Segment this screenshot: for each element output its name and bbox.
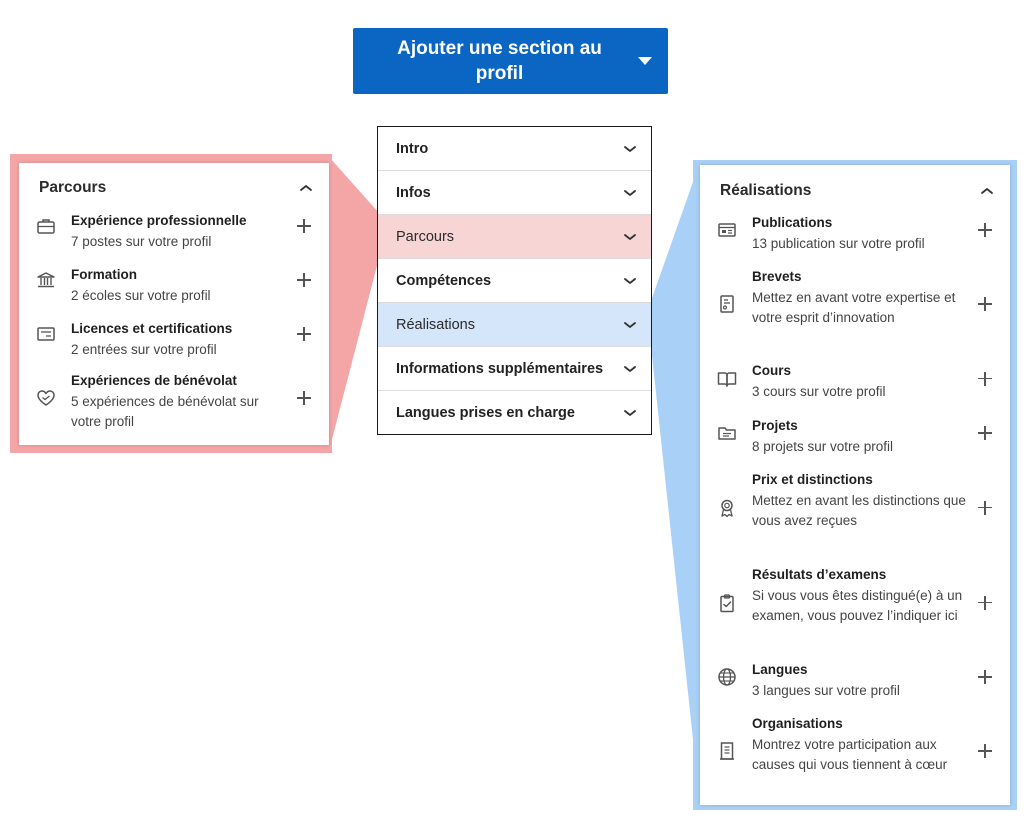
item-title: Projets: [752, 418, 798, 433]
menu-item-label: Intro: [396, 140, 429, 157]
item-title: Brevets: [752, 269, 802, 284]
add-icon[interactable]: [978, 297, 992, 311]
menu-item-label: Langues prises en charge: [396, 405, 575, 421]
chevron-down-icon: [623, 364, 637, 374]
chevron-down-icon: [623, 408, 637, 418]
menu-item-parcours[interactable]: [378, 215, 651, 259]
menu-item-infos[interactable]: [378, 171, 651, 215]
menu-item-langues-prises-en-charge[interactable]: [378, 391, 651, 435]
item-title: Formation: [71, 267, 137, 282]
item-description: 5 expériences de bénévolat sur votre profil: [71, 393, 259, 429]
item-title: Cours: [752, 363, 792, 378]
item-description: Montrez votre participation aux causes qui vous tiennent à cœur: [752, 736, 948, 772]
item-title: Expériences de bénévolat: [71, 373, 237, 388]
chevron-down-icon: [623, 276, 637, 286]
globe-icon: [716, 666, 738, 688]
realisations-panel-title: Réalisations: [720, 182, 812, 199]
realisations-item-examens[interactable]: [700, 555, 1010, 650]
item-title: Expérience professionnelle: [71, 213, 247, 228]
parcours-panel-title: Parcours: [39, 179, 107, 196]
menu-item-label: Infos: [396, 184, 431, 201]
realisations-item-langues[interactable]: [700, 650, 1010, 704]
parcours-connector: [330, 158, 379, 447]
add-profile-section-button[interactable]: [353, 28, 668, 94]
menu-item-informations-supplementaires[interactable]: [378, 347, 651, 391]
chevron-down-icon: [623, 188, 637, 198]
item-description: 3 langues sur votre profil: [752, 682, 900, 698]
item-description: 2 écoles sur votre profil: [71, 287, 211, 303]
item-description: 13 publication sur votre profil: [752, 235, 925, 251]
menu-item-competences[interactable]: [378, 259, 651, 303]
item-title: Publications: [752, 215, 833, 230]
parcours-item-experience[interactable]: [19, 199, 329, 253]
item-title: Résultats d’examens: [752, 567, 887, 582]
item-title: Langues: [752, 662, 808, 677]
add-profile-section-label: Ajouter une section au profil: [397, 38, 602, 84]
patent-icon: [716, 293, 738, 315]
add-icon[interactable]: [297, 273, 311, 287]
school-building-icon: [35, 269, 57, 291]
add-icon[interactable]: [297, 391, 311, 405]
briefcase-icon: [35, 215, 57, 237]
menu-item-label: Informations supplémentaires: [396, 360, 604, 377]
parcours-panel: [19, 163, 329, 445]
item-description: 7 postes sur votre profil: [71, 233, 212, 249]
chevron-up-icon[interactable]: [980, 186, 994, 196]
parcours-item-formation[interactable]: [19, 253, 329, 307]
item-description: 3 cours sur votre profil: [752, 383, 886, 399]
realisations-panel-header[interactable]: [700, 165, 1010, 203]
menu-item-realisations[interactable]: [378, 303, 651, 347]
menu-item-label: Réalisations: [396, 316, 475, 333]
add-icon[interactable]: [297, 219, 311, 233]
item-title: Licences et certifications: [71, 321, 233, 336]
realisations-item-organisations[interactable]: [700, 704, 1010, 798]
parcours-item-benevolat[interactable]: [19, 361, 329, 435]
item-description: 8 projets sur votre profil: [752, 438, 894, 454]
item-title: Prix et distinctions: [752, 472, 873, 487]
parcours-panel-header[interactable]: [19, 163, 329, 199]
add-icon[interactable]: [978, 223, 992, 237]
add-icon[interactable]: [978, 596, 992, 610]
item-description: Mettez en avant votre expertise et votre esprit d’innovation: [752, 289, 956, 325]
realisations-item-brevets[interactable]: [700, 257, 1010, 351]
menu-item-label: Compétences: [396, 272, 492, 289]
add-icon[interactable]: [978, 501, 992, 515]
publication-icon: [716, 219, 738, 241]
menu-item-intro[interactable]: [378, 127, 651, 171]
book-icon: [716, 368, 738, 390]
realisations-item-prix[interactable]: [700, 460, 1010, 555]
chevron-down-icon: [623, 144, 637, 154]
chevron-down-icon: [623, 232, 637, 242]
item-description: 2 entrées sur votre profil: [71, 341, 217, 357]
folder-icon: [716, 422, 738, 444]
add-icon[interactable]: [978, 670, 992, 684]
item-description: Si vous vous êtes distingué(e) à un examen, vous pouvez l’indiquer ici: [752, 587, 963, 623]
award-icon: [716, 497, 738, 519]
parcours-item-licences[interactable]: [19, 307, 329, 361]
realisations-item-cours[interactable]: [700, 351, 1010, 406]
certificate-icon: [35, 323, 57, 345]
add-icon[interactable]: [978, 744, 992, 758]
add-icon[interactable]: [978, 426, 992, 440]
chevron-down-icon: [623, 320, 637, 330]
item-description: Mettez en avant les distinctions que vous avez reçues: [752, 492, 966, 528]
section-menu: [377, 126, 652, 435]
realisations-item-projets[interactable]: [700, 406, 1010, 460]
menu-item-label: Parcours: [396, 228, 455, 245]
chevron-up-icon[interactable]: [299, 183, 313, 193]
heart-hands-icon: [35, 387, 57, 409]
realisations-item-publications[interactable]: [700, 203, 1010, 257]
realisations-panel: [700, 165, 1010, 805]
item-title: Organisations: [752, 716, 843, 731]
add-icon[interactable]: [297, 327, 311, 341]
clipboard-check-icon: [716, 592, 738, 614]
caret-down-icon: [638, 57, 652, 65]
organization-icon: [716, 740, 738, 762]
add-icon[interactable]: [978, 372, 992, 386]
